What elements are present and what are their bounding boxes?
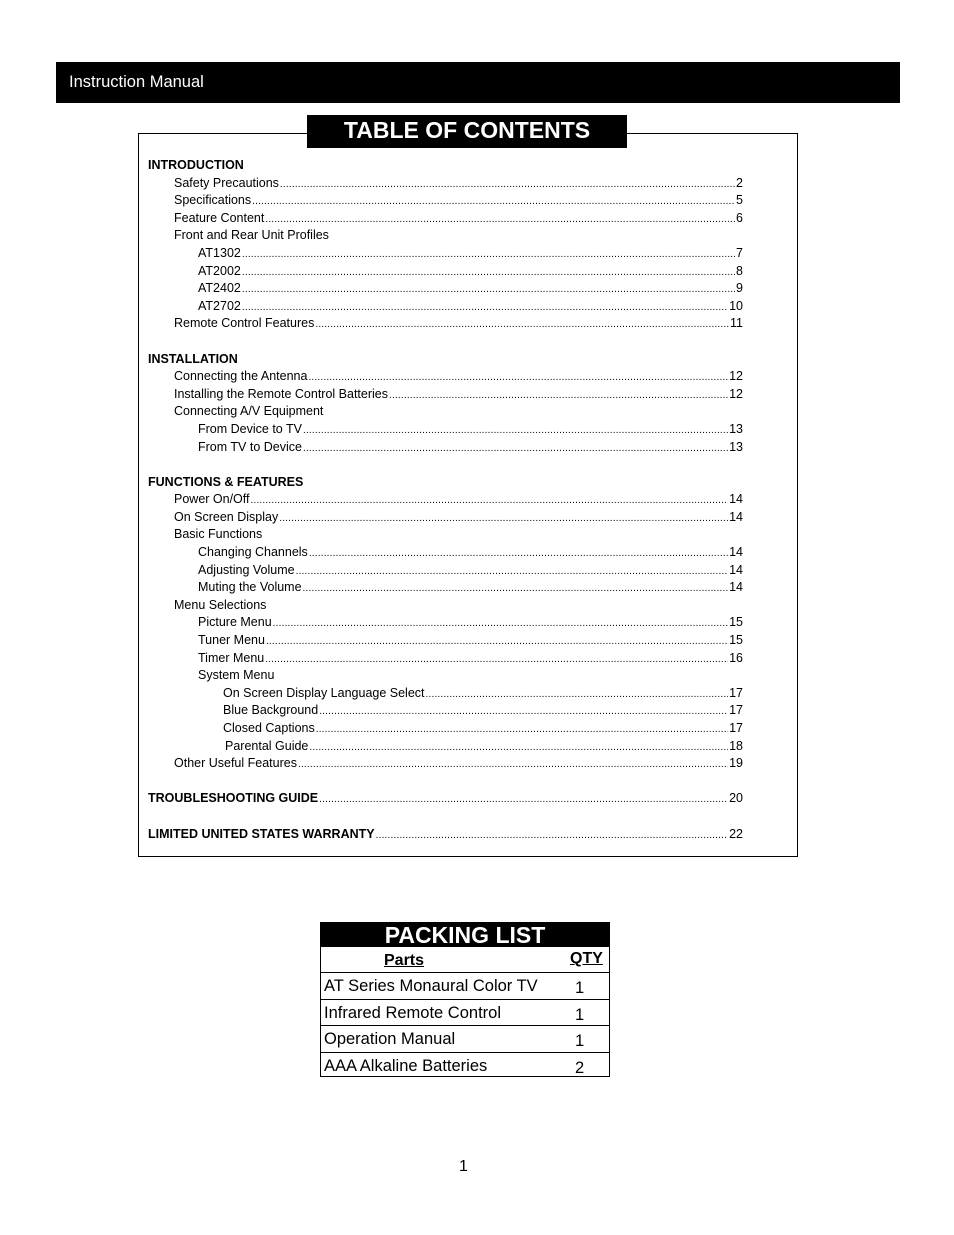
toc-entry [148, 439, 743, 457]
packing-list-item-name: Operation Manual [324, 1030, 456, 1048]
toc-entry-page: 11 [730, 316, 743, 331]
packing-list-item-qty: 1 [575, 979, 585, 997]
packing-list-item [321, 1000, 609, 1027]
toc-entry [148, 597, 743, 615]
toc-dot-leader [315, 316, 729, 334]
toc-entry-title: Connecting the Antenna [174, 369, 308, 384]
toc-entry-page: 12 [729, 369, 743, 384]
toc-entry-page: 17 [729, 721, 743, 735]
toc-entry-title: Remote Control Features [174, 316, 315, 331]
toc-entry-title: From Device to TV [198, 421, 302, 436]
toc-entry-page: 14 [729, 580, 743, 595]
packing-list-item-qty: 1 [575, 1032, 585, 1050]
toc-entry-title: AT2002 [198, 263, 241, 278]
toc-entry [148, 702, 743, 720]
toc-entry [148, 315, 743, 333]
toc-entry-title: Front and Rear Unit Profiles [174, 228, 329, 243]
toc-entry-title: Safety Precautions [174, 175, 279, 190]
toc-title: TABLE OF CONTENTS [307, 115, 627, 148]
toc-entry-page: 7 [736, 245, 743, 260]
toc-entry [148, 720, 743, 738]
toc-dot-leader [242, 281, 735, 299]
toc-entry [148, 755, 743, 773]
toc-entry-title: Picture Menu [198, 615, 272, 630]
toc-entry [148, 579, 743, 597]
toc-dot-leader [298, 756, 728, 774]
toc-dot-leader [309, 739, 728, 757]
toc-entry-title: Basic Functions [174, 527, 263, 542]
toc-dot-leader [251, 492, 729, 510]
toc-entry [148, 650, 743, 668]
toc-entry [148, 632, 743, 650]
toc-entry-title: Tuner Menu [198, 633, 265, 648]
toc-entry [148, 263, 743, 281]
toc-dot-leader [296, 563, 729, 581]
toc-list [148, 157, 743, 843]
toc-entry-title: FUNCTIONS & FEATURES [148, 474, 304, 489]
toc-entry-title: Other Useful Features [174, 756, 297, 771]
toc-dot-leader [252, 193, 735, 211]
toc-entry-page: 22 [729, 826, 743, 841]
toc-dot-leader [242, 264, 735, 282]
packing-list [320, 922, 610, 1077]
toc-entry [148, 280, 743, 298]
packing-list-item [321, 1053, 609, 1080]
toc-section-heading [148, 474, 743, 492]
toc-entry-title: INSTALLATION [148, 351, 238, 366]
toc-entry-title: Muting the Volume [198, 580, 302, 595]
packing-list-item-qty: 1 [575, 1005, 585, 1024]
toc-entry [148, 227, 743, 245]
toc-entry-page: 15 [729, 615, 743, 630]
page-number: 1 [459, 1158, 468, 1175]
toc-entry-page: 14 [729, 562, 743, 577]
toc-dot-leader [265, 211, 735, 229]
toc-entry-page: 10 [729, 298, 743, 313]
toc-entry-title: System Menu [198, 668, 275, 683]
toc-section-heading [148, 790, 743, 808]
toc-entry [148, 368, 743, 386]
toc-entry-page: 5 [736, 193, 743, 208]
toc-entry-title: Specifications [174, 193, 252, 208]
toc-entry-page: 12 [729, 386, 743, 401]
toc-entry-title: Menu Selections [174, 597, 267, 612]
toc-section-heading [148, 826, 743, 844]
toc-dot-leader [309, 545, 728, 563]
toc-entry-title: On Screen Display [174, 509, 279, 524]
packing-list-item-name: AT Series Monaural Color TV [324, 977, 538, 995]
toc-entry [148, 526, 743, 544]
toc-entry [148, 421, 743, 439]
toc-dot-leader [280, 176, 735, 194]
toc-entry-page: 17 [729, 685, 743, 700]
toc-entry [148, 667, 743, 685]
packing-list-item-name: Infrared Remote Control [324, 1003, 501, 1022]
toc-entry-title: Adjusting Volume [198, 562, 295, 577]
toc-entry-title: Changing Channels [198, 545, 308, 560]
toc-dot-leader [303, 580, 729, 598]
toc-entry-title: Closed Captions [223, 721, 315, 735]
toc-dot-leader [376, 827, 728, 845]
toc-entry-title: Installing the Remote Control Batteries [174, 386, 388, 401]
toc-dot-leader [303, 440, 728, 458]
toc-entry-page: 13 [729, 421, 743, 436]
toc-dot-leader [265, 651, 728, 669]
toc-entry [148, 210, 743, 228]
toc-entry-page: 17 [729, 703, 743, 718]
toc-entry [148, 245, 743, 263]
toc-section-heading [148, 351, 743, 369]
toc-entry-title: TROUBLESHOOTING GUIDE [148, 791, 319, 806]
toc-entry-page: 14 [729, 509, 743, 524]
toc-entry-title: INTRODUCTION [148, 158, 244, 172]
packing-list-title: PACKING LIST [321, 923, 609, 947]
toc-entry [148, 614, 743, 632]
toc-entry-page: 6 [736, 210, 743, 225]
packing-list-item [321, 973, 609, 1000]
packing-list-header [321, 947, 609, 973]
toc-entry-title: AT1302 [198, 245, 241, 260]
toc-dot-leader [273, 615, 728, 633]
toc-dot-leader [242, 299, 728, 317]
header-bar [56, 62, 900, 103]
packing-list-item-name: AAA Alkaline Batteries [324, 1056, 488, 1075]
toc-entry-title: On Screen Display Language Select [223, 685, 425, 700]
toc-entry-title: Connecting A/V Equipment [174, 404, 324, 419]
toc-entry [148, 685, 743, 703]
toc-entry-page: 2 [736, 175, 743, 190]
toc-entry-page: 9 [736, 281, 743, 296]
packing-list-qty-header: QTY [570, 950, 603, 967]
toc-entry-title: LIMITED UNITED STATES WARRANTY [148, 826, 375, 841]
toc-entry-page: 20 [729, 791, 743, 806]
toc-entry-page: 16 [729, 650, 743, 665]
toc-entry [148, 298, 743, 316]
toc-dot-leader [319, 703, 728, 721]
toc-dot-leader [242, 246, 735, 264]
toc-entry-page: 14 [729, 492, 743, 507]
toc-entry [148, 509, 743, 527]
toc-entry-title: AT2402 [198, 281, 241, 296]
toc-dot-leader [303, 422, 728, 440]
packing-list-parts-header: Parts [384, 952, 425, 969]
toc-entry-title: Power On/Off [174, 492, 250, 507]
toc-entry-page: 15 [729, 633, 743, 648]
toc-dot-leader [426, 686, 729, 704]
packing-list-item [321, 1026, 609, 1053]
toc-dot-leader [279, 510, 728, 528]
toc-entry-page: 8 [736, 263, 743, 278]
toc-entry [148, 192, 743, 210]
toc-entry [148, 491, 743, 509]
toc-section-heading [148, 157, 743, 175]
toc-entry-title: Feature Content [174, 210, 265, 225]
toc-dot-leader [319, 791, 728, 809]
toc-entry-title: Blue Background [223, 703, 319, 718]
toc-entry-page: 13 [729, 439, 743, 454]
toc-entry [148, 386, 743, 404]
toc-entry-title: From TV to Device [198, 439, 302, 454]
toc-dot-leader [316, 721, 728, 739]
toc-entry-title: AT2702 [198, 298, 241, 313]
toc-entry-title: Parental Guide [225, 738, 309, 753]
toc-dot-leader [308, 369, 728, 387]
toc-entry [148, 562, 743, 580]
header-title: Instruction Manual [69, 73, 204, 91]
toc-entry [148, 544, 743, 562]
toc-entry-page: 19 [729, 756, 743, 771]
toc-dot-leader [266, 633, 728, 651]
toc-dot-leader [389, 387, 728, 405]
toc-entry [148, 175, 743, 193]
toc-entry-page: 14 [729, 545, 743, 560]
toc-entry-title: Timer Menu [198, 650, 265, 665]
toc-entry-page: 18 [729, 738, 743, 753]
packing-list-item-qty: 2 [575, 1058, 585, 1077]
toc-entry [148, 738, 743, 756]
toc-entry [148, 403, 743, 421]
